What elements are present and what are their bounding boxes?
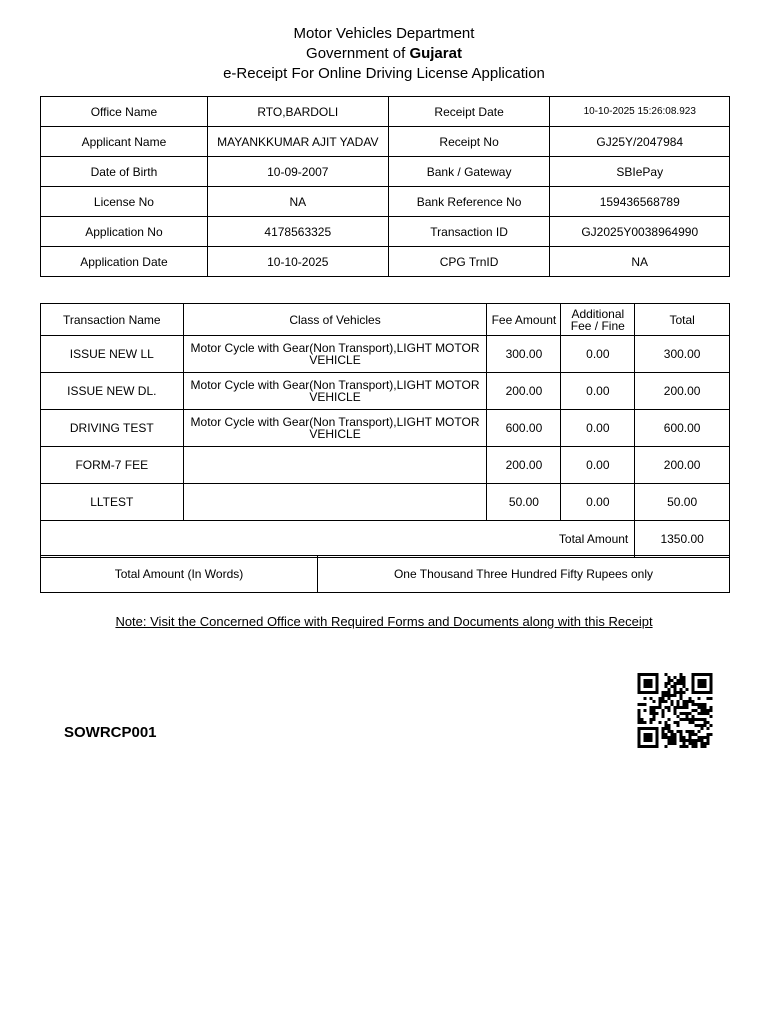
info-label: Application No (41, 217, 208, 247)
info-label: License No (41, 187, 208, 217)
fee-table-header (41, 304, 730, 336)
amount-in-words-table (40, 555, 730, 593)
info-label: Office Name (41, 97, 208, 127)
info-value: GJ25Y/2047984 (550, 127, 730, 157)
qr-code-icon (634, 673, 716, 748)
fee-transaction-name: DRIVING TEST (41, 410, 184, 447)
note-text: Note: Visit the Concerned Office with Required Forms and Documents along with this Receipt (115, 614, 653, 629)
info-value: 4178563325 (207, 217, 388, 247)
government-prefix: Government of (306, 45, 406, 62)
fee-total: 300.00 (635, 336, 730, 373)
form-code: SOWRCP001 (64, 724, 157, 741)
fee-amount: 300.00 (487, 336, 561, 373)
fee-transaction-name: FORM-7 FEE (41, 447, 184, 484)
info-row (41, 127, 730, 157)
fee-transaction-name: ISSUE NEW DL. (41, 373, 184, 410)
fee-class-of-vehicles (183, 484, 487, 521)
info-label: Application Date (41, 247, 208, 277)
fee-total: 50.00 (635, 484, 730, 521)
header-total: Total (635, 304, 730, 336)
fee-amount: 200.00 (487, 373, 561, 410)
info-value: 10-10-2025 (207, 247, 388, 277)
fee-row (41, 373, 730, 410)
header-class-of-vehicles: Class of Vehicles (183, 304, 487, 336)
info-label: CPG TrnID (388, 247, 550, 277)
fee-total: 600.00 (635, 410, 730, 447)
header-fee-amount: Fee Amount (487, 304, 561, 336)
fee-class-of-vehicles: Motor Cycle with Gear(Non Transport),LIGHT MOTOR VEHICLE (183, 373, 487, 410)
info-row (41, 217, 730, 247)
fee-table (40, 303, 730, 558)
amount-in-words-value: One Thousand Three Hundred Fifty Rupees only (318, 556, 730, 593)
header-additional-fee: Additional Fee / Fine (561, 304, 635, 336)
info-row (41, 97, 730, 127)
department-title: Motor Vehicles Department (293, 25, 475, 42)
fee-amount: 200.00 (487, 447, 561, 484)
info-value: MAYANKKUMAR AJIT YADAV (207, 127, 388, 157)
info-label: Receipt No (388, 127, 550, 157)
fee-class-of-vehicles (183, 447, 487, 484)
info-row (41, 187, 730, 217)
fee-total: 200.00 (635, 447, 730, 484)
info-label: Applicant Name (41, 127, 208, 157)
fee-additional: 0.00 (561, 373, 635, 410)
receipt-title: e-Receipt For Online Driving License Application (223, 65, 545, 82)
fee-total: 200.00 (635, 373, 730, 410)
total-row (41, 521, 730, 558)
fee-transaction-name: LLTEST (41, 484, 184, 521)
fee-additional: 0.00 (561, 447, 635, 484)
total-amount-label: Total Amount (41, 521, 635, 558)
fee-row (41, 447, 730, 484)
fee-amount: 600.00 (487, 410, 561, 447)
info-label: Bank / Gateway (388, 157, 550, 187)
fee-class-of-vehicles: Motor Cycle with Gear(Non Transport),LIGHT MOTOR VEHICLE (183, 410, 487, 447)
info-label: Bank Reference No (388, 187, 550, 217)
government-line (0, 44, 768, 63)
amount-in-words-label: Total Amount (In Words) (41, 556, 318, 593)
fee-amount: 50.00 (487, 484, 561, 521)
fee-row (41, 484, 730, 521)
info-value: GJ2025Y0038964990 (550, 217, 730, 247)
total-amount-value: 1350.00 (635, 521, 730, 558)
info-value: NA (550, 247, 730, 277)
state-name: Gujarat (409, 45, 462, 62)
fee-row (41, 410, 730, 447)
info-value: 159436568789 (550, 187, 730, 217)
header-transaction-name: Transaction Name (41, 304, 184, 336)
fee-additional: 0.00 (561, 484, 635, 521)
fee-transaction-name: ISSUE NEW LL (41, 336, 184, 373)
fee-class-of-vehicles: Motor Cycle with Gear(Non Transport),LIGHT MOTOR VEHICLE (183, 336, 487, 373)
info-value: SBIePay (550, 157, 730, 187)
info-value: 10-10-2025 15:26:08.923 (550, 97, 730, 127)
info-label: Transaction ID (388, 217, 550, 247)
info-label: Date of Birth (41, 157, 208, 187)
fee-row (41, 336, 730, 373)
fee-additional: 0.00 (561, 336, 635, 373)
info-value: NA (207, 187, 388, 217)
applicant-info-table (40, 96, 730, 277)
info-value: RTO,BARDOLI (207, 97, 388, 127)
info-value: 10-09-2007 (207, 157, 388, 187)
info-row (41, 157, 730, 187)
info-label: Receipt Date (388, 97, 550, 127)
fee-additional: 0.00 (561, 410, 635, 447)
info-row (41, 247, 730, 277)
